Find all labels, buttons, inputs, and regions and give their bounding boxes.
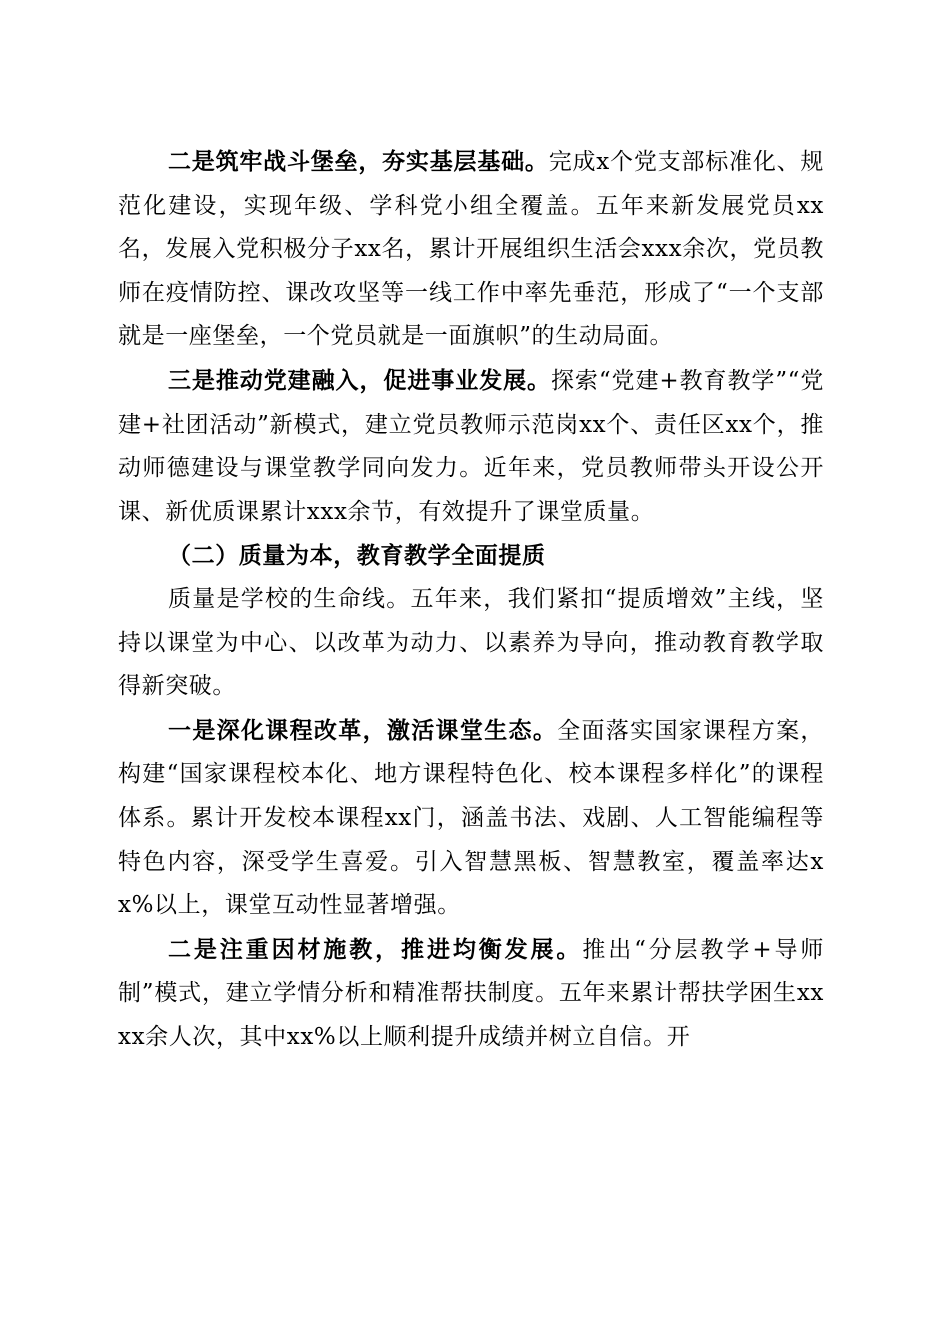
paragraph-body: 完成x个党支部标准化、规范化建设，实现年级、学科党小组全覆盖。五年来新发展党员xx名，发展入党积极分子xx名，累计开展组织生活会xxx余次，党员教师在疫情防控、课改攻坚等一线工作中率先垂范，形成了“一个支部就是一座堡垒，一个党员就是一面旗帜”的生动局面。: [118, 149, 825, 350]
paragraph-quality-intro: 质量是学校的生命线。五年来，我们紧扣“提质增效”主线，坚持以课堂为中心、以改革为动力、以素养为导向，推动教育教学取得新突破。: [118, 585, 824, 700]
paragraph-individualized-teaching: [118, 928, 824, 1060]
paragraph-lead: 二是注重因材施教，推进均衡发展。: [168, 935, 583, 963]
paragraph-party-integration: [118, 359, 824, 534]
paragraph-lead: 二是筑牢战斗堡垒，夯实基层基础。: [168, 148, 549, 175]
section-heading: （二）质量为本，教育教学全面提质: [168, 542, 546, 570]
paragraph-strengthen-bastion: [118, 140, 824, 359]
paragraph-body: 全面落实国家课程方案，构建“国家课程校本化、地方课程特色化、校本课程多样化”的课程体系。累计开发校本课程xx门，涵盖书法、戏剧、人工智能编程等特色内容，深受学生喜爱。引入智慧黑板、智慧教室，覆盖率达xx%以上，课堂互动性显著增强。: [118, 717, 824, 919]
paragraph-body: 探索“党建+教育教学”“党建+社团活动”新模式，建立党员教师示范岗xx个、责任区xx个，推动师德建设与课堂教学同向发力。近年来，党员教师带头开设公开课、新优质课累计xxx余节，有效提升了课堂质量。: [118, 367, 824, 525]
paragraph-lead: 三是推动党建融入，促进事业发展。: [168, 366, 551, 394]
paragraph-curriculum-reform: [118, 709, 824, 928]
paragraph-lead: 一是深化课程改革，激活课堂生态。: [168, 716, 558, 744]
paragraph-body: 推出“分层教学+导师制”模式，建立学情分析和精准帮扶制度。五年来累计帮扶学困生xxxx余人次，其中xx%以上顺利提升成绩并树立自信。开: [118, 936, 824, 1050]
